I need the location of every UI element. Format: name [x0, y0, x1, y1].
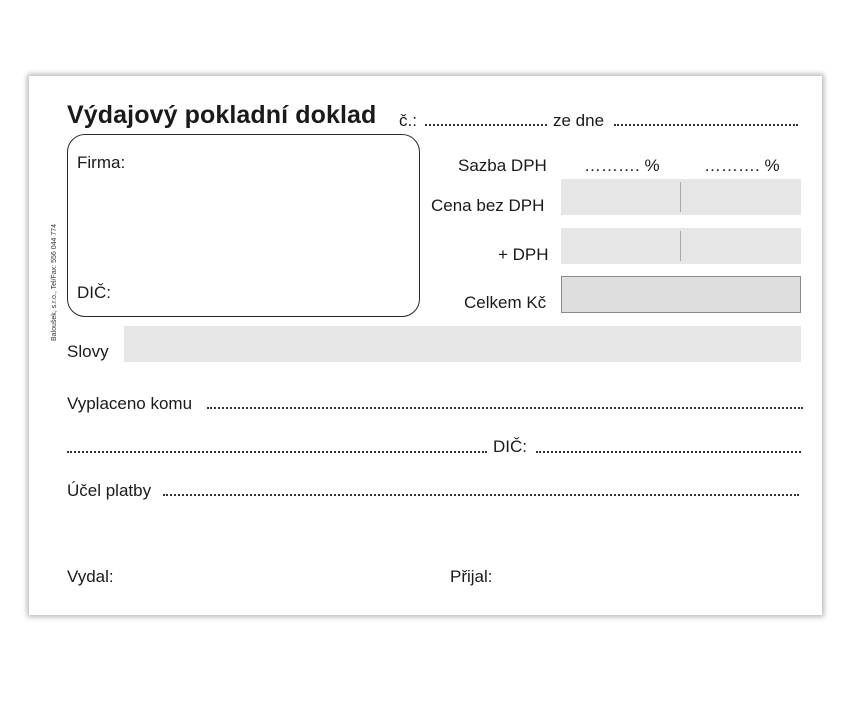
price-column-divider — [680, 182, 681, 212]
company-box[interactable] — [67, 134, 420, 317]
plus-vat-label: + DPH — [498, 245, 549, 264]
paid-to-field[interactable] — [207, 407, 803, 409]
recipient-dic-field[interactable] — [536, 451, 801, 453]
date-label: ze dne — [553, 111, 605, 130]
received-by-label: Přijal: — [450, 567, 493, 586]
vat-rate-label: Sazba DPH — [458, 156, 547, 175]
words-field[interactable] — [124, 326, 801, 362]
purpose-label: Účel platby — [67, 481, 152, 500]
form-title: Výdajový pokladní doklad — [67, 101, 377, 129]
company-dic-label: DIČ: — [77, 283, 111, 302]
publisher-imprint: Baloušek, s.r.o., Tel/Fax: 556 044 774 — [51, 223, 58, 341]
price-without-vat-label: Cena bez DPH — [431, 196, 545, 215]
company-label: Firma: — [77, 153, 126, 172]
issued-by-label: Vydal: — [67, 567, 114, 586]
recipient-dic-label: DIČ: — [493, 437, 527, 456]
number-field[interactable] — [425, 124, 547, 126]
date-field[interactable] — [614, 124, 798, 126]
purpose-field[interactable] — [163, 494, 799, 496]
vat-rate-1-field[interactable]: ………. % — [584, 156, 660, 175]
words-label: Slovy — [67, 342, 109, 361]
paid-to-label: Vyplaceno komu — [67, 394, 193, 413]
receipt-form — [29, 76, 822, 615]
vat-rate-2-field[interactable]: ………. % — [704, 156, 780, 175]
recipient-name-field[interactable] — [67, 451, 487, 453]
number-label: č.: — [399, 111, 417, 130]
plus-vat-field[interactable] — [561, 228, 801, 264]
total-label: Celkem Kč — [464, 293, 547, 312]
vat-column-divider — [680, 231, 681, 261]
total-field[interactable] — [561, 276, 801, 313]
price-without-vat-field[interactable] — [561, 179, 801, 215]
